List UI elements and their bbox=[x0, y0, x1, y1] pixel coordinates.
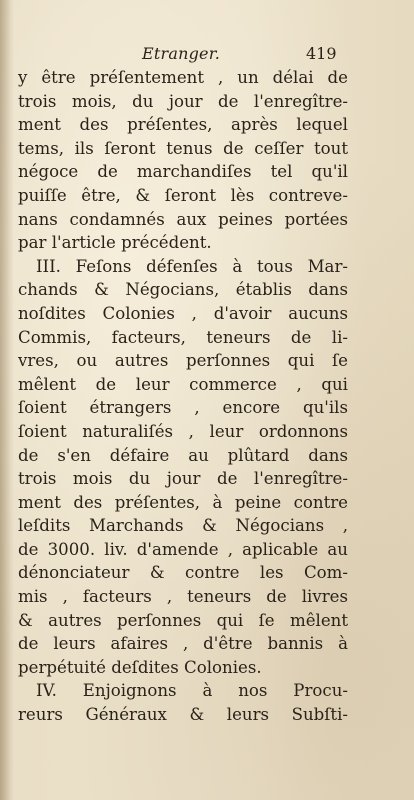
article-heading-line: III. Feſons défenſes à tous Mar- bbox=[36, 256, 348, 276]
text-line: nans condamnés aux peines portées bbox=[18, 209, 348, 229]
text-line: trois mois, du jour de l'enregître- bbox=[18, 91, 348, 111]
text-line: noſdites Colonies , d'avoir aucuns bbox=[18, 303, 348, 323]
text-line: par l'article précédent. bbox=[18, 233, 212, 253]
text-line: trois mois du jour de l'enregître- bbox=[18, 469, 348, 489]
text-line: mis , facteurs , teneurs de livres bbox=[18, 587, 348, 607]
text-line: de s'en défaire au plûtard dans bbox=[18, 445, 348, 465]
text-line: vres, ou autres perſonnes qui ſe bbox=[18, 351, 348, 371]
gutter-shadow bbox=[0, 0, 14, 800]
text-line: ment des préſentes, après lequel bbox=[18, 115, 348, 135]
article-heading-line: IV. Enjoignons à nos Procu- bbox=[36, 681, 348, 701]
text-line: & autres perſonnes qui ſe mêlent bbox=[18, 610, 348, 630]
page-header bbox=[0, 44, 414, 68]
text-line: leſdits Marchands & Négocians , bbox=[18, 516, 348, 536]
text-line: y être préſentement , un délai de bbox=[18, 68, 348, 87]
body-text bbox=[18, 66, 348, 727]
text-line: ſoient naturaliſés , leur ordonnons bbox=[18, 421, 348, 441]
text-line: ment des préſentes, à peine contre bbox=[18, 492, 348, 512]
text-line: dénonciateur & contre les Com- bbox=[18, 563, 348, 583]
text-line: ſoient étrangers , encore qu'ils bbox=[18, 398, 348, 418]
text-line: de 3000. liv. d'amende , aplicable au bbox=[18, 539, 348, 559]
text-line: de leurs afaires , d'être bannis à bbox=[18, 634, 348, 654]
text-line: négoce de marchandiſes tel qu'il bbox=[18, 162, 348, 182]
text-line: puiſſe être, & ſeront lès contreve- bbox=[18, 185, 348, 205]
text-line: perpétuité deſdites Colonies. bbox=[18, 657, 262, 677]
text-line: mêlent de leur commerce , qui bbox=[18, 374, 348, 394]
text-line: chands & Négocians, établis dans bbox=[18, 280, 348, 300]
running-head: Etranger. bbox=[142, 44, 221, 63]
text-line: reurs Généraux & leurs Subſti- bbox=[18, 705, 348, 725]
page-number: 419 bbox=[306, 44, 337, 63]
text-line: Commis, facteurs, teneurs de li- bbox=[18, 327, 348, 347]
text-line: tems, ils ſeront tenus de ceſſer tout bbox=[18, 138, 348, 158]
